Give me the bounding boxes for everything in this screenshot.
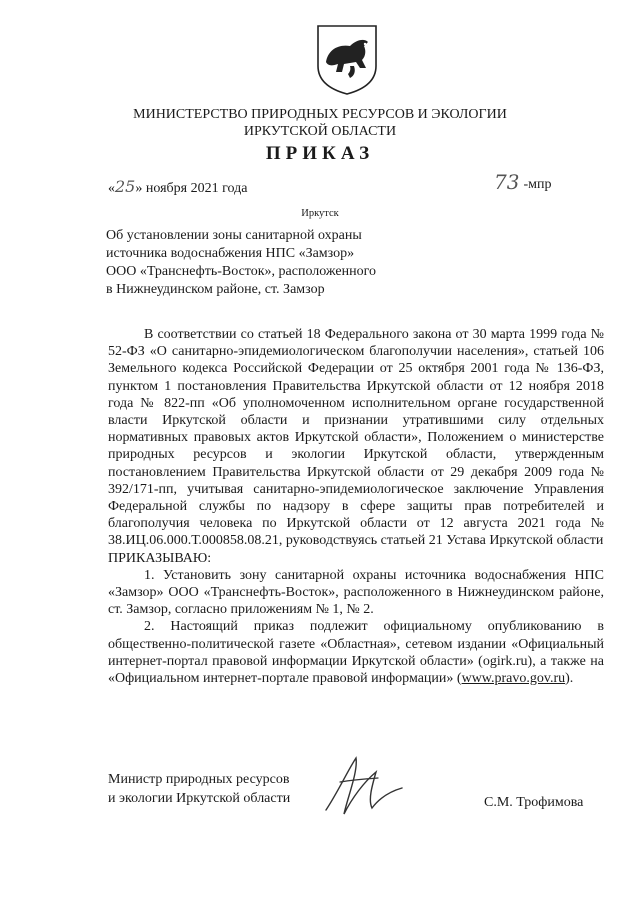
signatory-name: С.М. Трофимова [484, 795, 584, 810]
decree-word: ПРИКАЗЫВАЮ: [108, 550, 212, 566]
position-line: и экологии Иркутской области [108, 791, 291, 806]
date-month-year: » ноября 2021 года [135, 181, 248, 196]
order-date [108, 178, 247, 198]
subject-line: в Нижнеудинском районе, ст. Замзор [106, 282, 325, 297]
pravo-link[interactable]: www.pravo.gov.ru [461, 671, 566, 687]
coat-of-arms-emblem [314, 22, 380, 96]
position-line: Министр природных ресурсов [108, 772, 290, 787]
order-body [108, 326, 604, 687]
order-number [494, 170, 551, 195]
date-open-quote: « [108, 181, 115, 196]
date-day-handwritten: 25 [115, 177, 136, 196]
handwritten-signature [318, 752, 418, 822]
order-item-2 [108, 618, 604, 687]
subject-line: источника водоснабжения НПС «Замзор» [106, 246, 355, 261]
order-number-handwritten: 73 [494, 170, 520, 194]
order-item-1: 1. Установить зону санитарной охраны источника водоснабжения НПС «Замзор» ООО «Транснефть-Восток», расположенного в Нижнеудинском районе, ст. Замзор, согласно приложениям № 1, № 2. [108, 567, 604, 618]
subject-line: Об установлении зоны санитарной охраны [106, 228, 362, 243]
ministry-name-line2: ИРКУТСКОЙ ОБЛАСТИ [243, 124, 397, 139]
item2-end: ). [565, 671, 574, 687]
ministry-name-line1: МИНИСТЕРСТВО ПРИРОДНЫХ РЕСУРСОВ И ЭКОЛОГИИ [133, 107, 507, 122]
city-name: Иркутск [301, 208, 339, 219]
order-number-suffix: -мпр [523, 177, 552, 192]
preamble-paragraph: В соответствии со статьей 18 Федерального закона от 30 марта 1999 года № 52-ФЗ «О санитарно-эпидемиологическом благополучии населения», статьей 106 Земельного кодекса Российской Федерации от 25 октября 2001 года № 136-ФЗ, пунктом 1 постановления Правительства Иркутской области от 12 ноября 2018 года № 822-пп «Об уполномоченном исполнительном органе государственной власти Иркутской области и признании утратившими силу отдельных нормативных правовых актов Иркутской области», Положением о министерстве природных ресурсов и экологии Иркутской области, утвержденным постановлением Правительства Иркутской области от 29 декабря 2009 года № 392/171-пп, учитывая санитарно-эпидемиологическое заключение Управления Федеральной службы по надзору в сфере защиты прав потребителей и благополучия человека по Иркутской области от 12 августа 2021 года № 38.ИЦ.06.000.Т.000858.08.21, руководствуясь статьей 21 Устава Иркутской области [108, 327, 604, 549]
order-subject [106, 227, 376, 299]
document-type-title: ПРИКАЗ [265, 143, 375, 164]
signatory-position [108, 770, 290, 808]
subject-line: ООО «Транснефть-Восток», расположенного [106, 264, 376, 279]
item2-text: 2. Настоящий приказ подлежит официальному опубликованию в общественно-политической газете «Областная», сетевом издании «Официальный интернет-портал правовой информации Иркутской области» (ogirk.ru), а также на «Официальном интернет-портале правовой информации» ( [108, 619, 604, 687]
